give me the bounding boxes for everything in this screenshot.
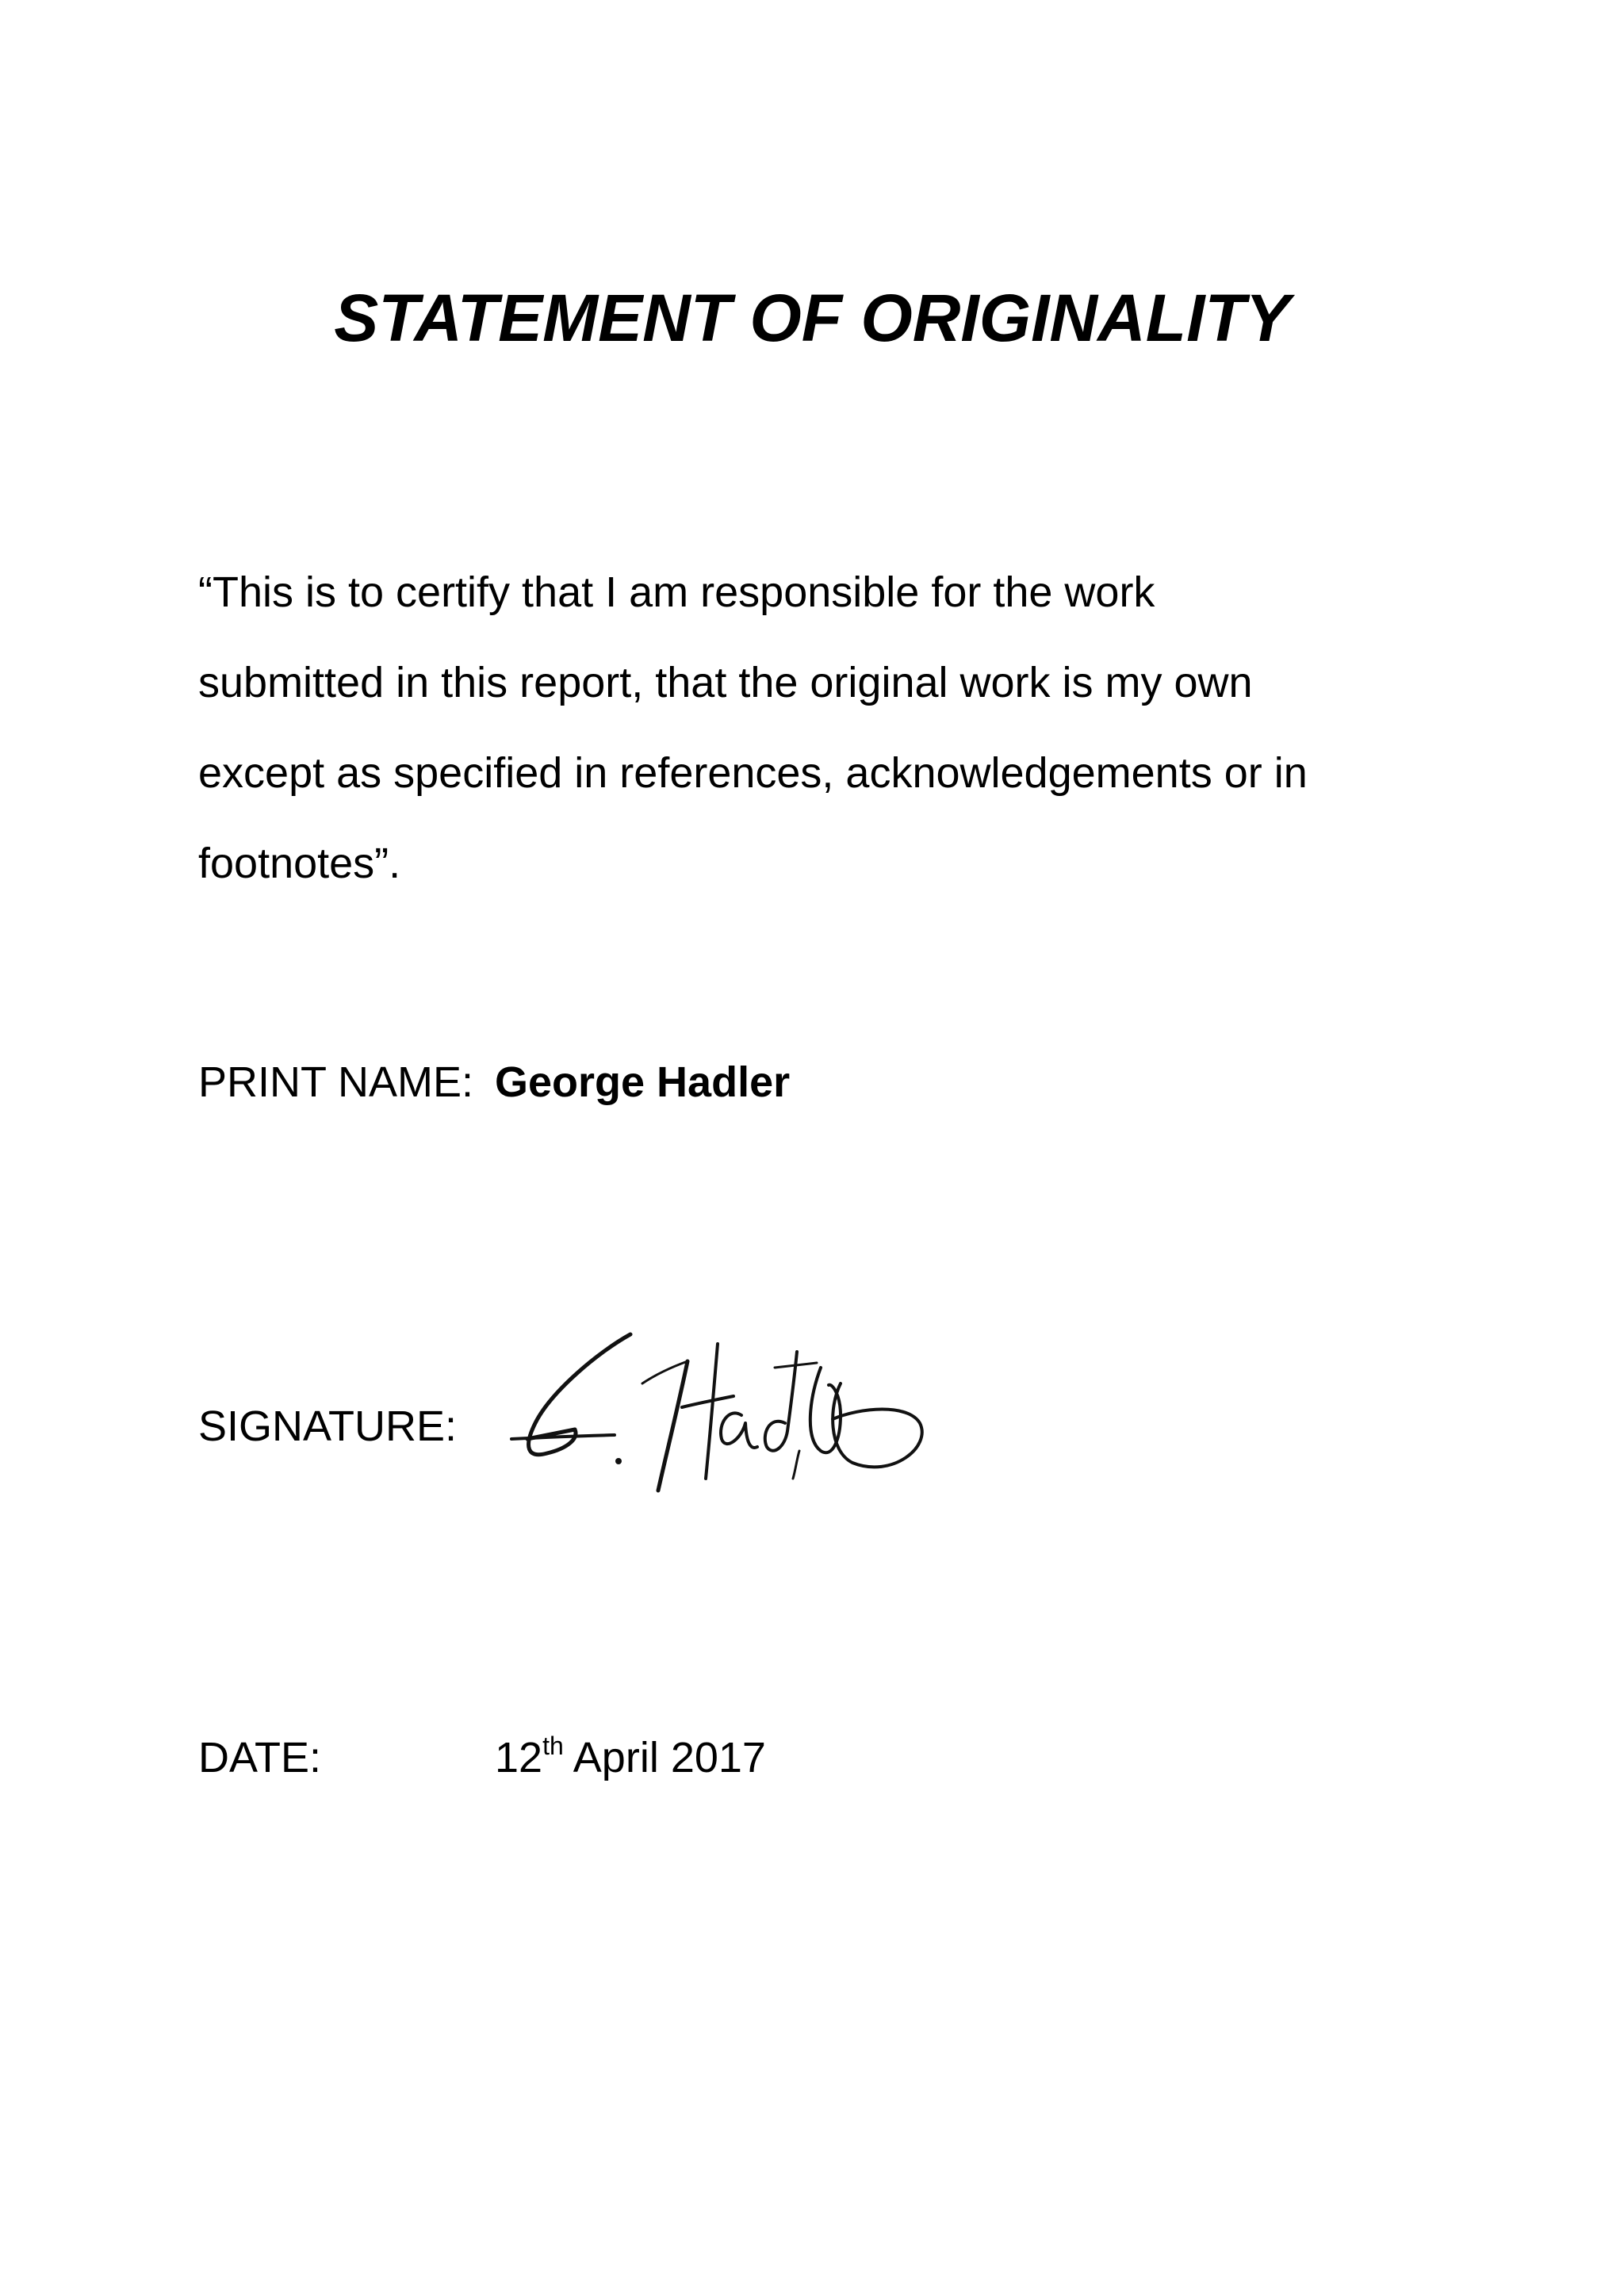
- statement-line: “This is to certify that I am responsible for the work: [198, 568, 1155, 616]
- date-label: DATE:: [198, 1734, 322, 1781]
- statement-line: footnotes”.: [198, 840, 401, 887]
- print-name-label: PRINT NAME:: [198, 1058, 474, 1106]
- date-rest: April 2017: [563, 1734, 766, 1781]
- page-title: STATEMENT OF ORIGINALITY: [334, 281, 1290, 355]
- date-ordinal: th: [542, 1732, 564, 1760]
- date-day: 12: [495, 1734, 543, 1781]
- signature-label: SIGNATURE:: [198, 1402, 458, 1450]
- print-name-value: George Hadler: [495, 1058, 791, 1106]
- signature-image: [480, 1320, 940, 1526]
- statement-paragraph: [198, 547, 1435, 909]
- statement-line: submitted in this report, that the original work is my own: [198, 659, 1253, 706]
- date-value: [495, 1732, 766, 1781]
- statement-line: except as specified in references, acknowledgements or in: [198, 749, 1308, 797]
